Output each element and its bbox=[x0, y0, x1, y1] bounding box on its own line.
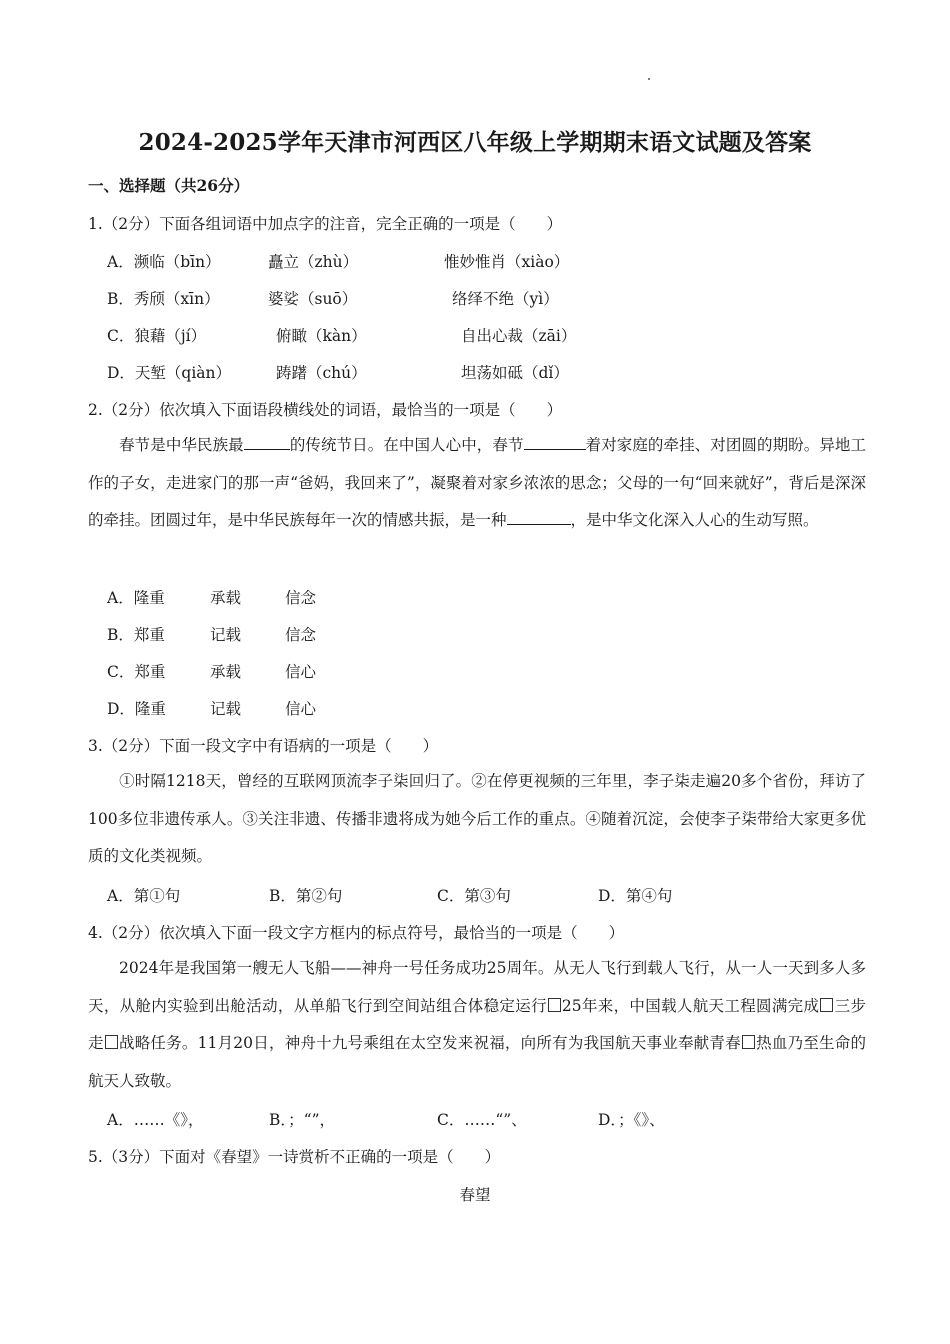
q1-option-c-2: 俯瞰（kàn） bbox=[276, 327, 367, 345]
page-title: 2024-2025学年天津市河西区八年级上学期期末语文试题及答案 bbox=[138, 129, 812, 156]
question-2-passage bbox=[88, 427, 866, 540]
q2-option-d-3: 信心 bbox=[285, 700, 317, 718]
q2-passage-part-1: 春节是中华民族最 bbox=[119, 436, 244, 454]
q1-option-b-1: B．秀颀（xīn） bbox=[107, 290, 220, 308]
section-heading-choice: 一、选择题（共26分） bbox=[88, 176, 250, 195]
q2-passage-part-4: ，是中华文化深入人心的生动写照。 bbox=[570, 511, 819, 529]
q2-option-a-3: 信念 bbox=[285, 589, 317, 607]
q2-option-b-2: 记载 bbox=[210, 626, 242, 644]
q2-option-d-2: 记载 bbox=[210, 700, 242, 718]
q2-option-c-1: C．郑重 bbox=[107, 663, 166, 681]
q2-option-b-1: B．郑重 bbox=[107, 626, 165, 644]
q2-passage-part-2: 的传统节日。在中国人心中，春节 bbox=[289, 436, 524, 454]
q2-passage-part-3: 着对家庭的牵挂、对团圆的期盼。异地工作的子女，走进家门的那一声“爸妈，我回来了”，凝聚着对家乡浓浓的思念；父母的一句“回来就好”，背后是深深的牵挂。团圆过年，是中华民族每年一次的情感共振，是一种 bbox=[88, 436, 866, 529]
q1-option-d-3: 坦荡如砥（dǐ） bbox=[461, 364, 569, 382]
q3-passage-text: ①时隔1218天，曾经的互联网顶流李子柒回归了。②在停更视频的三年里，李子柒走遍20多个省份，拜访了100多位非遗传承人。③关注非遗、传播非遗将成为她今后工作的重点。④随着沉淀，会使李子柒带给大家更多优质的文化类视频。 bbox=[88, 772, 866, 865]
q4-option-d: D．；《》、 bbox=[598, 1111, 665, 1129]
stray-dot bbox=[648, 78, 650, 80]
punctuation-box-3 bbox=[105, 1035, 118, 1049]
blank-3 bbox=[507, 510, 571, 525]
poem-title: 春望 bbox=[459, 1186, 491, 1204]
q2-option-b-3: 信念 bbox=[285, 626, 317, 644]
q2-option-d-1: D．隆重 bbox=[107, 700, 166, 718]
q4-passage-part-5: 热血乃至生命的航天人致敬。 bbox=[88, 1034, 866, 1090]
q2-option-a-1: A．隆重 bbox=[107, 589, 165, 607]
q3-option-c: C．第③句 bbox=[437, 887, 511, 905]
blank-1 bbox=[244, 435, 290, 450]
q4-passage-part-3: 三步走 bbox=[88, 996, 866, 1052]
blank-2 bbox=[524, 435, 586, 450]
q1-option-a-1: A．濒临（bīn） bbox=[107, 253, 221, 271]
q1-option-b-3: 络绎不绝（yì） bbox=[452, 290, 559, 308]
question-3-stem: 3.（2分）下面一段文字中有语病的一项是（ ） bbox=[88, 737, 439, 755]
q4-passage-part-1: 2024年是我国第一艘无人飞船——神舟一号任务成功25周年。从无人飞行到载人飞行，从一人一天到多人多天，从舱内实验到出舱活动，从单船飞行到空间站组合体稳定运行 bbox=[88, 959, 866, 1015]
punctuation-box-4 bbox=[742, 1035, 755, 1049]
q4-passage-part-2: 25年来，中国载人航天工程圆满完成 bbox=[561, 996, 820, 1015]
q1-option-a-2: 矗立（zhù） bbox=[268, 253, 359, 271]
q3-option-a: A．第①句 bbox=[107, 887, 181, 905]
q1-option-a-3: 惟妙惟肖（xiào） bbox=[444, 253, 570, 271]
q3-option-b: B．第②句 bbox=[269, 887, 343, 905]
q3-option-d: D．第④句 bbox=[598, 887, 673, 905]
q1-option-d-1: D．天堑（qiàn） bbox=[107, 364, 232, 382]
punctuation-box-2 bbox=[820, 998, 833, 1012]
question-5-stem: 5.（3分）下面对《春望》一诗赏析不正确的一项是（ ） bbox=[88, 1148, 501, 1166]
q4-option-a: A．……《》， bbox=[107, 1111, 204, 1129]
q2-option-a-2: 承载 bbox=[210, 589, 242, 607]
question-2-stem: 2.（2分）依次填入下面语段横线处的词语，最恰当的一项是（ ） bbox=[88, 401, 563, 419]
question-4-passage bbox=[88, 950, 866, 1100]
q1-option-b-2: 婆娑（suō） bbox=[268, 290, 358, 308]
q4-option-c: C．……“”、 bbox=[437, 1111, 527, 1129]
q4-passage-part-4: 战略任务。11月20日，神舟十九号乘组在太空发来祝福，向所有为我国航天事业奉献青春 bbox=[118, 1034, 741, 1052]
q1-option-c-3: 自出心裁（zāi） bbox=[461, 327, 577, 345]
q2-option-c-3: 信心 bbox=[285, 663, 317, 681]
punctuation-box-1 bbox=[548, 998, 561, 1012]
q1-option-c-1: C．狼藉（jí） bbox=[107, 327, 207, 345]
q2-option-c-2: 承载 bbox=[210, 663, 242, 681]
question-3-passage bbox=[88, 763, 866, 876]
question-4-stem: 4.（2分）依次填入下面一段文字方框内的标点符号，最恰当的一项是（ ） bbox=[88, 924, 625, 942]
question-1-stem: 1.（2分）下面各组词语中加点字的注音，完全正确的一项是（ ） bbox=[88, 215, 563, 233]
q4-option-b: B．；“”， bbox=[269, 1111, 335, 1129]
q1-option-d-2: 踌躇（chú） bbox=[276, 364, 367, 382]
